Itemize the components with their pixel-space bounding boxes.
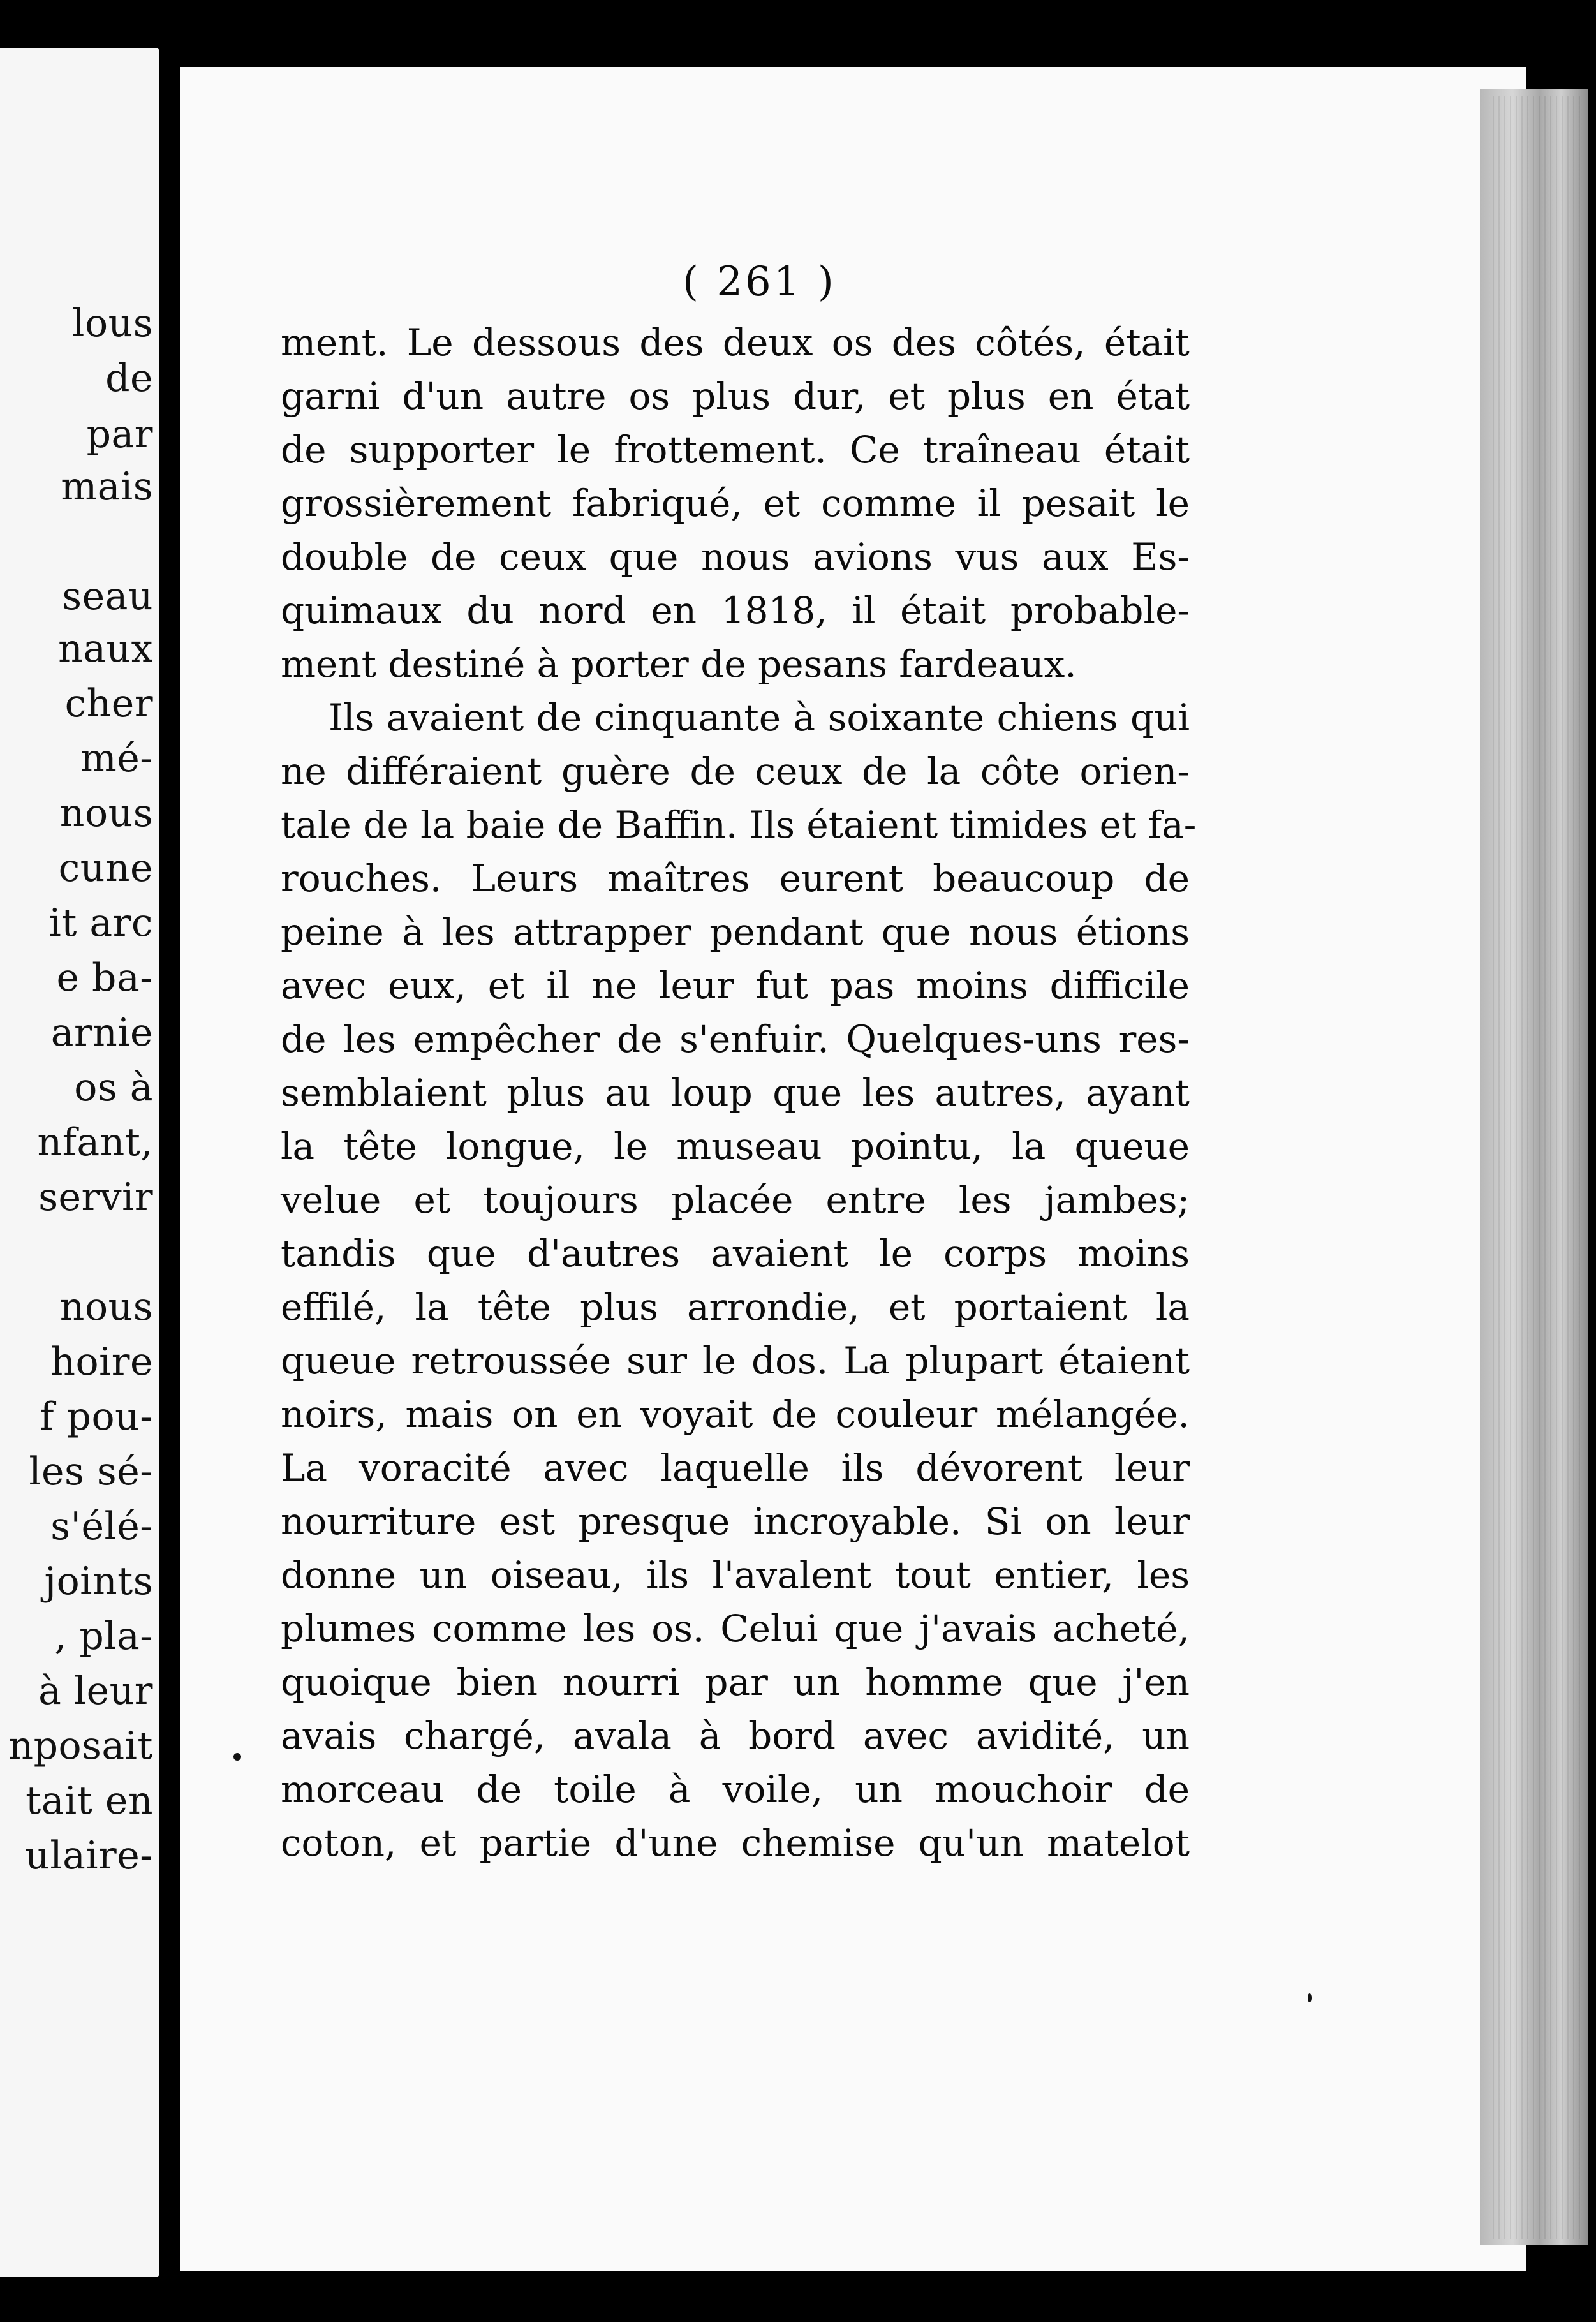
left-page-line: naux: [58, 626, 153, 671]
left-page-line: lous: [72, 301, 153, 346]
left-page-line: f pou-: [40, 1394, 153, 1439]
text-line: avec eux, et il ne leur fut pas moins difficile: [281, 964, 1190, 1007]
left-page: [0, 48, 159, 2277]
left-page-line: mais: [61, 464, 153, 509]
text-line: Ils avaient de cinquante à soixante chiens qui: [329, 696, 1190, 739]
text-line: ne différaient guère de ceux de la côte orien-: [281, 750, 1190, 793]
left-page-line: tait en: [26, 1778, 153, 1823]
left-page-line: e ba-: [56, 956, 153, 1000]
text-line: ment. Le dessous des deux os des côtés, était: [281, 321, 1190, 364]
left-page-line: nous: [59, 1285, 153, 1329]
text-line: queue retroussée sur le dos. La plupart étaient: [281, 1339, 1190, 1382]
left-page-line: seau: [62, 574, 153, 619]
left-page-line: os à: [74, 1065, 153, 1110]
body-text: [281, 316, 1197, 1870]
left-page-line: s'élé-: [50, 1504, 153, 1549]
text-line: velue et toujours placée entre les jambes;: [281, 1178, 1190, 1222]
left-page-line: hoire: [50, 1340, 153, 1384]
text-line: quimaux du nord en 1818, il était probable-: [281, 589, 1190, 632]
left-page-line: nposait: [8, 1724, 153, 1768]
text-line: effilé, la tête plus arrondie, et portaient la: [281, 1285, 1190, 1329]
left-page-line: les sé-: [29, 1449, 153, 1494]
text-line: peine à les attrapper pendant que nous étions: [281, 910, 1190, 954]
text-line: de les empêcher de s'enfuir. Quelques-uns res-: [281, 1017, 1190, 1061]
left-page-line: mé-: [80, 736, 153, 781]
text-line: la tête longue, le museau pointu, la queue: [281, 1125, 1190, 1168]
text-line: morceau de toile à voile, un mouchoir de: [281, 1768, 1190, 1811]
text-line: avais chargé, avala à bord avec avidité, un: [281, 1714, 1190, 1757]
left-page-line: à leur: [38, 1669, 153, 1713]
text-line: La voracité avec laquelle ils dévorent leur: [281, 1446, 1190, 1490]
text-line: noirs, mais on en voyait de couleur mélangée.: [281, 1393, 1190, 1436]
text-line: coton, et partie d'une chemise qu'un matelot: [281, 1821, 1190, 1865]
text-line: donne un oiseau, ils l'avalent tout entier, les: [281, 1553, 1190, 1597]
left-page-line: de: [105, 356, 153, 401]
ink-speck: [233, 1753, 241, 1761]
left-page-line: nfant,: [37, 1120, 153, 1165]
text-line: de supporter le frottement. Ce traîneau était: [281, 428, 1190, 471]
left-page-line: servir: [38, 1175, 153, 1220]
text-line: semblaient plus au loup que les autres, ayant: [281, 1071, 1190, 1114]
left-page-line: cune: [58, 846, 153, 891]
text-line: nourriture est presque incroyable. Si on leur: [281, 1500, 1190, 1543]
left-page-line: cher: [64, 681, 153, 726]
text-line: plumes comme les os. Celui que j'avais acheté,: [281, 1607, 1190, 1650]
text-line: double de ceux que nous avions vus aux Es-: [281, 535, 1190, 579]
text-line: quoique bien nourri par un homme que j'en: [281, 1660, 1190, 1704]
ink-speck: [1308, 1993, 1312, 2002]
text-line: garni d'un autre os plus dur, et plus en état: [281, 374, 1190, 418]
text-line: ment destiné à porter de pesans fardeaux.: [281, 642, 1077, 686]
left-page-line: par: [86, 412, 153, 457]
left-page-line: ulaire-: [25, 1833, 153, 1878]
text-line: grossièrement fabriqué, et comme il pesait le: [281, 482, 1190, 525]
left-page-line: , pla-: [54, 1614, 153, 1659]
left-page-line: it arc: [48, 901, 153, 945]
left-page-line: nous: [59, 791, 153, 836]
left-page-line: arnie: [50, 1010, 153, 1055]
left-page-line: joints: [44, 1559, 153, 1604]
page-number: ( 261 ): [683, 258, 836, 306]
text-line: tale de la baie de Baffin. Ils étaient timides et fa-: [281, 803, 1197, 847]
text-line: rouches. Leurs maîtres eurent beaucoup de: [281, 857, 1190, 900]
page-edge-texture: [1493, 96, 1582, 2239]
text-line: tandis que d'autres avaient le corps moins: [281, 1232, 1190, 1275]
